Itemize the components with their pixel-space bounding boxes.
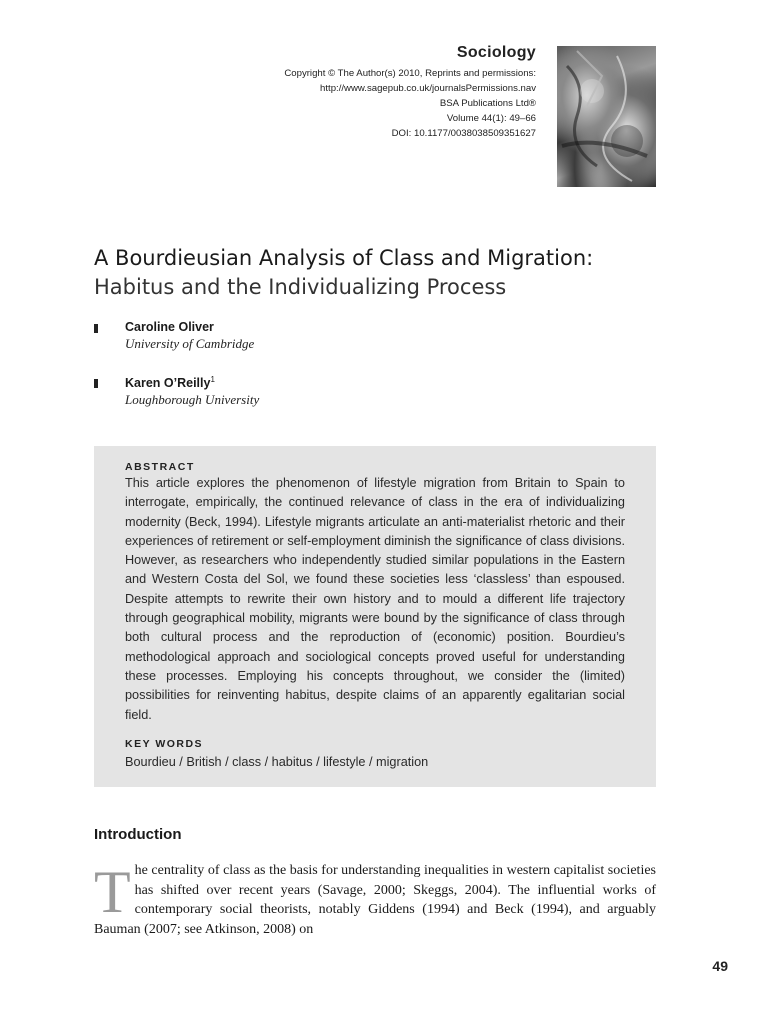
author-marker	[94, 324, 98, 333]
copyright-line: Copyright © The Author(s) 2010, Reprints and permissions:	[284, 68, 536, 79]
author-name	[125, 375, 594, 390]
introduction-paragraph	[94, 861, 656, 939]
author-name	[125, 320, 594, 334]
author-block-2	[94, 375, 594, 408]
article-title	[94, 244, 694, 302]
journal-cover-image	[557, 46, 656, 187]
doi-line: DOI: 10.1177/0038038509351627	[391, 128, 536, 139]
drop-cap: T	[94, 859, 131, 925]
author-affiliation: University of Cambridge	[125, 336, 255, 351]
keywords-heading: KEY WORDS	[125, 738, 204, 750]
abstract-box	[94, 446, 656, 787]
author-block-1	[94, 320, 594, 352]
author-name-text: Karen O’Reilly	[125, 376, 211, 391]
section-heading-introduction: Introduction	[94, 826, 182, 843]
page-number: 49	[712, 958, 728, 974]
cover-texture	[557, 46, 656, 187]
keywords-text: Bourdieu / British / class / habitus / lifestyle / migration	[125, 755, 429, 769]
author-affiliation: Loughborough University	[125, 392, 260, 408]
permissions-url[interactable]: http://www.sagepub.co.uk/journalsPermissions.nav	[320, 83, 536, 94]
footnote-marker[interactable]: 1	[210, 375, 215, 384]
publisher-line: BSA Publications Ltd®	[439, 98, 536, 109]
introduction-text: he centrality of class as the basis for understanding inequalities in western capitalist societies has shifted over recent years (Savage, 2000; Skeggs, 2004). The influential works of contemporary social theorists, notably Giddens (1994) and Beck (1994), and arguably Bauman (2007; see Atkinson, 2008) on	[94, 863, 656, 937]
publication-meta	[284, 66, 536, 141]
title-main: A Bourdieusian Analysis of Class and Migration:	[94, 246, 594, 270]
author-name-text: Caroline Oliver	[125, 320, 214, 334]
abstract-heading: ABSTRACT	[125, 461, 195, 473]
journal-name: Sociology	[456, 44, 536, 61]
author-marker	[94, 379, 98, 388]
volume-line: Volume 44(1): 49–66	[446, 113, 536, 124]
title-subtitle: Habitus and the Individualizing Process	[94, 275, 507, 299]
abstract-text: This article explores the phenomenon of lifestyle migration from Britain to Spain to interrogate, empirically, the continued relevance of class in the era of individualizing modernity (Beck, 1994). Lifestyle migrants articulate an anti-materialist rhetoric and their experiences of retirement or self-employment diminish the significance of class divisions. However, as researchers who independently studied similar populations in the Eastern and Western Costa del Sol, we found these societies less ‘classless’ than espoused. Despite attempts to rewrite their own history and to mould a different life trajectory through geographical mobility, migrants were bound by the significance of class through both cultural process and the reproduction of (economic) position. Bourdieu’s methodological approach and sociological concepts proved useful for understanding these processes. Employing his concepts throughout, we consider the (limited) possibilities for reinventing habitus, despite claims of an apparently egalitarian social field.	[125, 476, 625, 722]
